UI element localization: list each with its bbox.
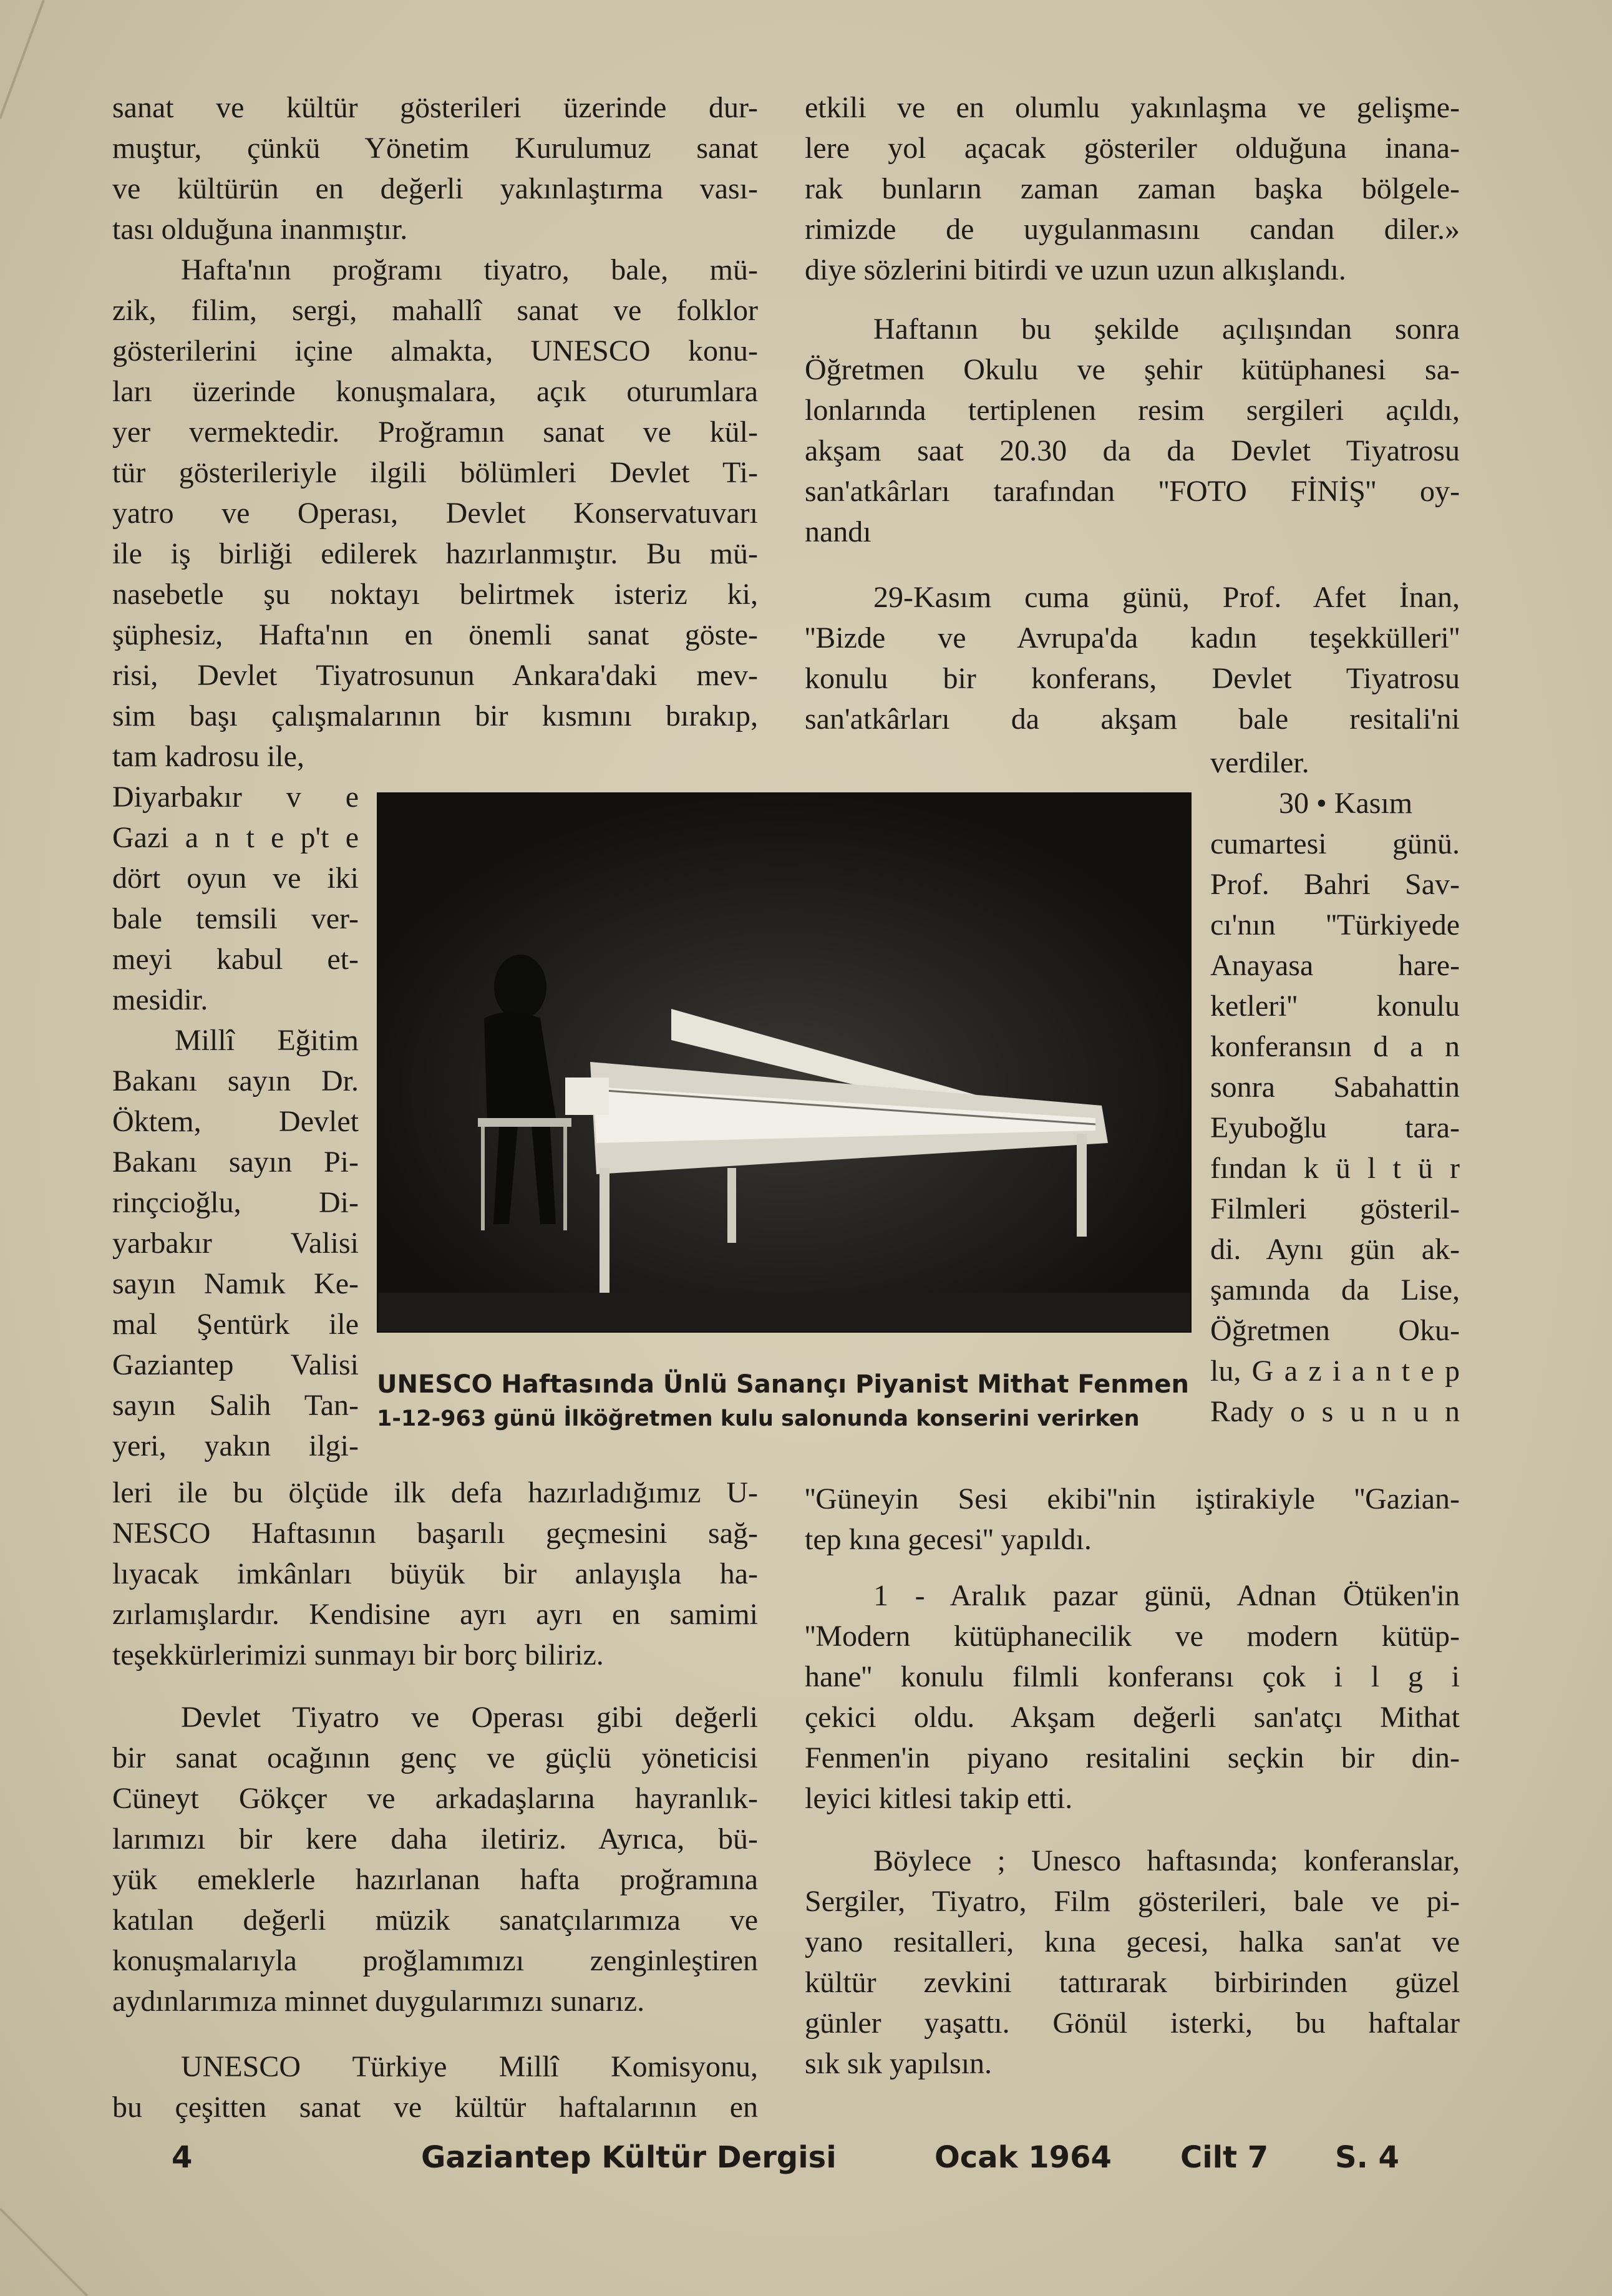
text-line: muştur, çünkü Yönetim Kurulumuz sanat [112,132,758,165]
page-number: 4 [172,2140,193,2175]
text-line: bu çeşitten sanat ve kültür haftalarının en [112,2091,758,2124]
issue-date: Ocak 1964 [935,2140,1112,2175]
text-line: yarbakır Valisi [112,1227,359,1260]
text-line: di. Aynı gün ak- [1210,1233,1460,1266]
text-line: nasebetle şu noktayı belirtmek isteriz ki, [112,578,758,611]
text-line: çekici oldu. Akşam değerli san'atçı Mithat [805,1701,1460,1734]
col2-paragraph-1 [805,87,1460,290]
text-line: şüphesiz, Hafta'nın en önemli sanat göste- [112,618,758,651]
col1-paragraph-2 [112,250,758,736]
text-line: risi, Devlet Tiyatrosunun Ankara'daki mev- [112,659,758,692]
text-line: ''Modern kütüphanecilik ve modern kütüp- [805,1620,1460,1653]
photo-caption-line-1: UNESCO Haftasında Ünlü Sanançı Piyanist Mithat Fenmen [377,1370,1189,1399]
text-line: yatro ve Operası, Devlet Konservatuvarı [112,497,758,530]
text-line: Diyarbakır v e [112,781,359,814]
text-line: tep kına gecesi'' yapıldı. [805,1523,1092,1556]
text-line: tası olduğuna inanmıştır. [112,213,408,246]
text-line: tam kadrosu ile, [112,740,304,773]
text-line: dört oyun ve iki [112,862,359,895]
text-line: yük emeklerle hazırlanan hafta proğramına [112,1863,758,1896]
text-line: rimizde de uygulanmasını candan diler.» [805,213,1460,246]
text-line: yeri, yakın ilgi- [112,1429,359,1462]
text-line: Bakanı sayın Pi- [112,1146,359,1179]
text-line: Anayasa hare- [1210,949,1460,982]
text-line: Haftanın bu şekilde açılışından sonra [873,313,1460,346]
text-line: 1 - Aralık pazar günü, Adnan Ötüken'in [873,1579,1460,1612]
text-line: cumartesi günü. [1210,827,1460,860]
text-line: gösterilerini içine almakta, UNESCO konu- [112,334,758,367]
text-line: tür gösterileriyle ilgili bölümleri Devlet Ti- [112,456,758,489]
text-line: verdiler. [1210,746,1309,779]
text-line: yer vermektedir. Proğramın sanat ve kül- [112,416,758,449]
text-line: akşam saat 20.30 da da Devlet Tiyatrosu [805,434,1460,467]
text-line: Devlet Tiyatro ve Operası gibi değerli [181,1701,758,1734]
text-line: Bakanı sayın Dr. [112,1064,359,1097]
col2-paragraph-6 [805,1841,1460,2084]
text-line: Filmleri gösteril- [1210,1192,1460,1225]
text-line: Gazi a n t e p't e [112,821,359,854]
text-line: rinçcioğlu, Di- [112,1186,359,1219]
text-line: ile iş birliği edilerek hazırlanmıştır. Bu mü- [112,537,758,570]
text-line: larımızı bir kere daha iletiriz. Ayrıca, bü- [112,1822,758,1856]
text-line: konferansın d a n [1210,1030,1460,1063]
text-line: lu, G a z i a n t e p [1210,1355,1460,1388]
text-line: aydınlarımıza minnet duygularımızı sunarız. [112,1985,645,2018]
col2-paragraph-3 [805,577,1460,739]
text-line: NESCO Haftasının başarılı geçmesini sağ- [112,1517,758,1550]
text-line: sık sık yapılsın. [805,2047,993,2080]
text-line: Öktem, Devlet [112,1105,359,1138]
col1-wrap-around-photo [112,736,359,1466]
text-line: sanat ve kültür gösterileri üzerinde dur- [112,91,758,124]
text-line: ''Güneyin Sesi ekibi''nin iştirakiyle ''Gazian- [805,1482,1460,1515]
text-line: meyi kabul et- [112,943,359,976]
text-line: günler yaşattı. Gönül isterki, bu haftalar [805,2007,1460,2040]
text-line: zırlamışlardır. Kendisine ayrı ayrı en samimi [112,1598,758,1631]
col1-paragraph-5 [112,2046,758,2128]
text-line: 30 • Kasım [1279,787,1413,820]
text-line: rak bunların zaman zaman başka bölgele- [805,172,1460,205]
text-line: UNESCO Türkiye Millî Komisyonu, [181,2050,758,2083]
text-line: diye sözlerini bitirdi ve uzun uzun alkışlandı. [805,253,1346,286]
text-line: Rady o s u n u n [1210,1395,1460,1428]
magazine-title: Gaziantep Kültür Dergisi [421,2140,837,2175]
text-line: nandı [805,515,872,548]
text-line: san'atkârları da akşam bale resitali'ni [805,703,1460,736]
text-line: Fenmen'in piyano resitalini seçkin bir din- [805,1741,1460,1774]
text-line: etkili ve en olumlu yakınlaşma ve gelişme- [805,91,1460,124]
text-line: ve kültürün en değerli yakınlaştırma vası- [112,172,758,205]
text-line: sim başı çalışmalarının bir kısmını bırakıp, [112,699,758,732]
text-line: teşekkürlerimizi sunmayı bir borç biliriz. [112,1638,604,1671]
text-line: fından k ü l t ü r [1210,1152,1460,1185]
text-line: lere yol açacak gösteriler olduğuna inana- [805,132,1460,165]
text-line: sonra Sabahattin [1210,1071,1460,1104]
col2-paragraph-2 [805,309,1460,552]
text-line: Gaziantep Valisi [112,1348,359,1381]
pianist-illustration [378,794,1190,1331]
text-line: sayın Salih Tan- [112,1389,359,1422]
text-line: Millî Eğitim [175,1024,359,1057]
text-line: katılan değerli müzik sanatçılarımıza ve [112,1904,758,1937]
col2-paragraph-5 [805,1575,1460,1819]
col1-paragraph-1 [112,87,758,250]
issue-number: S. 4 [1335,2140,1399,2175]
text-line: Eyuboğlu tara- [1210,1111,1460,1144]
text-line: ketleri'' konulu [1210,990,1460,1023]
text-line: hane'' konulu filmli konferansı çok i l g i [805,1660,1460,1693]
volume-number: Cilt 7 [1180,2140,1269,2175]
text-line: bale temsili ver- [112,902,359,935]
text-line: Sergiler, Tiyatro, Film gösterileri, bale ve pi- [805,1885,1460,1918]
text-line: 29-Kasım cuma günü, Prof. Afet İnan, [873,581,1460,614]
text-line: mesidir. [112,983,208,1016]
col2-paragraph-4 [805,1479,1460,1560]
text-line: mal Şentürk ile [112,1308,359,1341]
text-line: cı'nın ''Türkiyede [1210,908,1460,941]
text-line: Cüneyt Gökçer ve arkadaşlarına hayranlık- [112,1782,758,1815]
text-line: ları üzerinde konuşmalara, açık oturumlara [112,375,758,408]
text-line: leri ile bu ölçüde ilk defa hazırladığımız U- [112,1476,758,1509]
text-line: bir sanat ocağının genç ve güçlü yöneticisi [112,1741,758,1774]
text-line: sayın Namık Ke- [112,1267,359,1300]
text-line: kültür zevkini tattırarak birbirinden güzel [805,1966,1460,1999]
col1-paragraph-4 [112,1697,758,2021]
photo-caption-line-2: 1-12-963 günü İlköğretmen kulu salonunda konserini verirken [377,1406,1140,1431]
text-line: leyici kitlesi takip etti. [805,1782,1073,1815]
text-line: lıyacak imkânları büyük bir anlayışla ha- [112,1557,758,1590]
text-line: zik, filim, sergi, mahallî sanat ve folklor [112,294,758,327]
col1-paragraph-3 [112,1472,758,1675]
text-line: Böylece ; Unesco haftasında; konferanslar, [873,1844,1460,1877]
text-line: lonlarında tertiplenen resim sergileri açıldı, [805,394,1460,427]
text-line: konuşmalarıyla proğlamımızı zenginleştiren [112,1944,758,1977]
col2-wrap-around-photo [1210,742,1460,1432]
text-line: yano resitalleri, kına gecesi, halka san'at ve [805,1925,1460,1958]
pianist-photo [377,792,1192,1333]
text-line: san'atkârları tarafından ''FOTO FİNİŞ'' oy- [805,475,1460,508]
text-line: konulu bir konferans, Devlet Tiyatrosu [805,662,1460,695]
text-line: şamında da Lise, [1210,1273,1460,1306]
text-line: ''Bizde ve Avrupa'da kadın teşekkülleri'' [805,621,1460,654]
text-line: Hafta'nın proğramı tiyatro, bale, mü- [181,253,758,286]
text-line: Öğretmen Oku- [1210,1314,1460,1347]
text-line: Prof. Bahri Sav- [1210,868,1460,901]
text-line: Öğretmen Okulu ve şehir kütüphanesi sa- [805,353,1460,386]
